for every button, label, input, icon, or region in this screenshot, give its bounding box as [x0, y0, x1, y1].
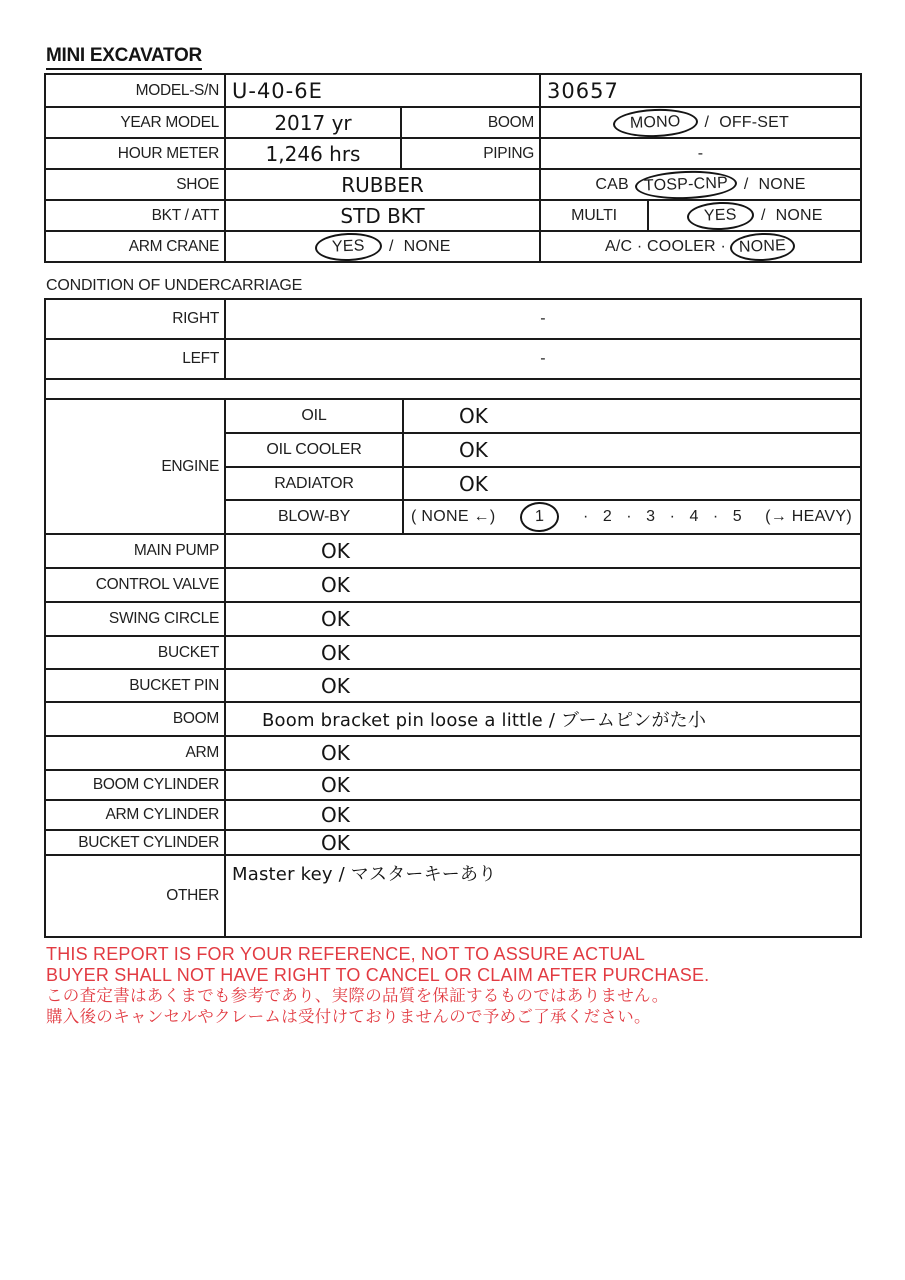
cab-separator: / — [743, 175, 749, 193]
boom-condition-value: Boom bracket pin loose a little / ブームピンがた小 — [224, 703, 860, 735]
shoe-label: SHOE — [176, 175, 219, 193]
spec-row-armcrane-ac — [46, 230, 860, 261]
spec-row-model — [46, 75, 860, 106]
arm-cylinder-value: OK — [224, 801, 860, 829]
bucket-value: OK — [224, 637, 860, 668]
inspection-row — [46, 829, 860, 854]
ac-cooler-value — [539, 232, 860, 261]
disclaimer-line-4: 購入後のキャンセルやクレームは受付けておりませんので予めご了承ください。 — [46, 1008, 651, 1026]
control-valve-value: OK — [224, 569, 860, 601]
engine-label: ENGINE — [161, 457, 219, 475]
oil-value: OK — [402, 400, 860, 432]
model-value: U-40-6E — [224, 75, 539, 106]
inspection-row — [46, 601, 860, 635]
selection-ellipse — [519, 502, 559, 533]
spacer-row — [46, 378, 860, 398]
arm-cylinder-label: ARM CYLINDER — [105, 806, 219, 823]
engine-row-blowby — [226, 499, 860, 533]
cab-selected: TOSP-CNP — [643, 174, 729, 194]
shoe-value: RUBBER — [224, 170, 539, 199]
blowby-selected: 1 — [534, 508, 545, 526]
boom-separator: / — [704, 113, 710, 131]
inspection-row — [46, 567, 860, 601]
blowby-label: BLOW-BY — [277, 508, 351, 526]
disclaimer-block — [46, 944, 709, 1028]
year-model-label: YEAR MODEL — [120, 113, 219, 131]
oil-label: OIL — [301, 407, 327, 425]
left-value: - — [224, 340, 860, 378]
control-valve-label: CONTROL VALVE — [95, 576, 219, 593]
right-label: RIGHT — [172, 310, 219, 327]
arm-crane-separator: / — [388, 237, 394, 255]
engine-row-radiator — [226, 466, 860, 500]
piping-value: - — [539, 139, 860, 168]
selection-ellipse — [730, 231, 796, 261]
multi-label: MULTI — [539, 201, 647, 230]
selection-ellipse — [315, 231, 383, 261]
radiator-label: RADIATOR — [274, 474, 354, 492]
boom-label: BOOM — [400, 108, 539, 137]
ac-cooler-label: A/C · COOLER · — [604, 237, 726, 255]
arm-label: ARM — [185, 744, 219, 761]
multi-value — [647, 201, 860, 230]
multi-selected: YES — [704, 205, 738, 225]
blowby-prefix: ( NONE ←) — [411, 508, 496, 526]
bucket-cylinder-value: OK — [224, 831, 860, 854]
inspection-row — [46, 635, 860, 668]
multi-separator: / — [760, 206, 766, 224]
arm-value: OK — [224, 737, 860, 769]
bkt-att-label: BKT / ATT — [151, 206, 219, 224]
swing-circle-value: OK — [224, 603, 860, 635]
inspection-row — [46, 668, 860, 701]
left-label: LEFT — [182, 350, 219, 367]
year-model-value: 2017 yr — [224, 108, 400, 137]
spec-table — [44, 73, 862, 263]
spec-row-hour-piping — [46, 137, 860, 168]
serial-value: 30657 — [539, 75, 860, 106]
inspection-row — [46, 533, 860, 567]
swing-circle-label: SWING CIRCLE — [108, 610, 219, 627]
spacer-cell — [46, 380, 860, 398]
boom-cylinder-value: OK — [224, 771, 860, 799]
undercarriage-right-row — [46, 300, 860, 338]
other-row — [46, 854, 860, 936]
engine-row-oil — [226, 400, 860, 432]
other-value: Master key / マスターキーあり — [224, 856, 860, 936]
bucket-pin-label: BUCKET PIN — [129, 676, 219, 694]
undercarriage-heading: CONDITION OF UNDERCARRIAGE — [46, 277, 303, 294]
hour-meter-value: 1,246 hrs — [224, 139, 400, 168]
disclaimer-line-3: この査定書はあくまでも参考であり、実際の品質を保証するものではありません。 — [46, 987, 669, 1005]
arm-crane-label: ARM CRANE — [128, 237, 219, 255]
inspection-row — [46, 799, 860, 829]
cab-label: CAB — [595, 175, 629, 193]
boom-cylinder-label: BOOM CYLINDER — [92, 776, 219, 793]
main-pump-label: MAIN PUMP — [133, 542, 219, 559]
spec-row-year-boom — [46, 106, 860, 137]
inspection-row — [46, 735, 860, 769]
boom-value — [539, 108, 860, 137]
undercarriage-left-row — [46, 338, 860, 378]
engine-row-oil-cooler — [226, 432, 860, 466]
selection-ellipse — [687, 200, 755, 230]
spec-row-shoe-cab — [46, 168, 860, 199]
piping-label: PIPING — [400, 139, 539, 168]
engine-subrows — [224, 400, 860, 533]
boom-alt: OFF-SET — [719, 113, 790, 131]
bucket-cylinder-label: BUCKET CYLINDER — [78, 833, 219, 851]
other-label: OTHER — [166, 887, 219, 904]
boom-selected: MONO — [629, 112, 681, 132]
bucket-pin-value: OK — [224, 670, 860, 701]
radiator-value: OK — [402, 468, 860, 500]
disclaimer-line-2: BUYER SHALL NOT HAVE RIGHT TO CANCEL OR CLAIM AFTER PURCHASE. — [46, 965, 710, 985]
cab-value — [539, 170, 860, 199]
arm-crane-selected: YES — [332, 236, 366, 256]
oil-cooler-label: OIL COOLER — [266, 441, 362, 459]
inspection-table — [44, 298, 862, 938]
main-pump-value: OK — [224, 535, 860, 567]
bucket-label: BUCKET — [157, 643, 219, 661]
hour-meter-label: HOUR METER — [117, 144, 219, 162]
inspection-row — [46, 769, 860, 799]
bkt-att-value: STD BKT — [224, 201, 539, 230]
oil-cooler-value: OK — [402, 434, 860, 466]
ac-selected: NONE — [738, 236, 787, 256]
right-value: - — [224, 300, 860, 338]
blowby-steps: · 2 · 3 · 4 · 5 — [583, 508, 742, 526]
blowby-scale — [402, 501, 860, 533]
spec-row-bkt-multi — [46, 199, 860, 230]
page-title: MINI EXCAVATOR — [46, 45, 202, 70]
multi-alt: NONE — [775, 206, 823, 224]
disclaimer-line-1: THIS REPORT IS FOR YOUR REFERENCE, NOT TO ASSURE ACTUAL — [46, 944, 646, 964]
inspection-row — [46, 701, 860, 735]
cab-alt: NONE — [758, 175, 806, 193]
boom-condition-label: BOOM — [172, 710, 219, 727]
selection-ellipse — [634, 169, 737, 201]
model-sn-label: MODEL-S/N — [135, 81, 219, 99]
arm-crane-value — [224, 232, 539, 261]
selection-ellipse — [612, 107, 698, 138]
engine-block — [46, 398, 860, 533]
blowby-suffix: (→ HEAVY) — [765, 508, 852, 526]
arm-crane-alt: NONE — [403, 237, 451, 255]
